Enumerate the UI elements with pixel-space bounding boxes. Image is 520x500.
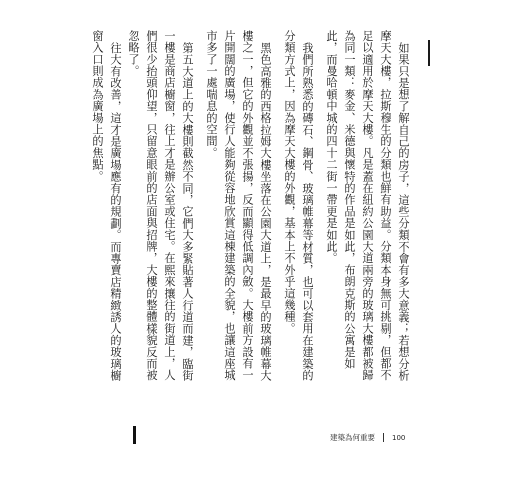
footer-divider (383, 433, 384, 442)
page-number: 100 (392, 433, 406, 442)
paragraph-4: 第五大道上的大樓則截然不同，它們大多緊貼著人行道而建，臨街一樓是商店櫥窗，往上才是辦公室或住宅。在熙來攘往的街道上，人們很少抬頭仰望，只留意眼前的店面與招牌，大樓的整體樣貌反而被忽略了。 (127, 30, 194, 382)
top-margin-mark (428, 40, 430, 66)
paragraph-3: 黑色高雅的西格拉姆大樓坐落在公園大道上，是最早的玻璃帷幕大樓之一，但它的外觀並不張揚，反而顯得低調內斂。大樓前方設有一片開闊的廣場，使行人能夠從容地欣賞這棟建築的全貌，也讓這座城市多了一處喘息的空間。 (205, 30, 272, 382)
body-text (91, 30, 418, 392)
paragraph-5: 往大有改善，這才是廣場應有的規劃。而專賣店精緻誘人的玻璃櫥窗入口則成為廣場上的焦點。 (91, 30, 122, 382)
running-footer-title: 建築為何重要 (330, 433, 375, 442)
paragraph-1: 如果只是想了解自己的房子，這些分類不會有多大意義；若想分析摩天大樓，拉斯穆生的分類也鮮有助益。分類本身無可挑剔，但都不足以適用於摩天大樓。凡是蓋在紐約公園大道兩旁的玻璃大樓都被歸為同一類：麥金、米德與懷特的作品是如此，布朗克斯的公寓是如此，而曼哈頓中城的四十二街一帶更是如此。 (325, 30, 410, 382)
bottom-margin-mark (133, 426, 136, 444)
paragraph-2: 我們所熟悉的磚石、鋼骨、玻璃帷幕等材質，也可以套用在建築的分類方式上，因為摩天大樓的外觀，基本上不外乎這幾種。 (283, 30, 314, 382)
page-footer (330, 432, 405, 443)
